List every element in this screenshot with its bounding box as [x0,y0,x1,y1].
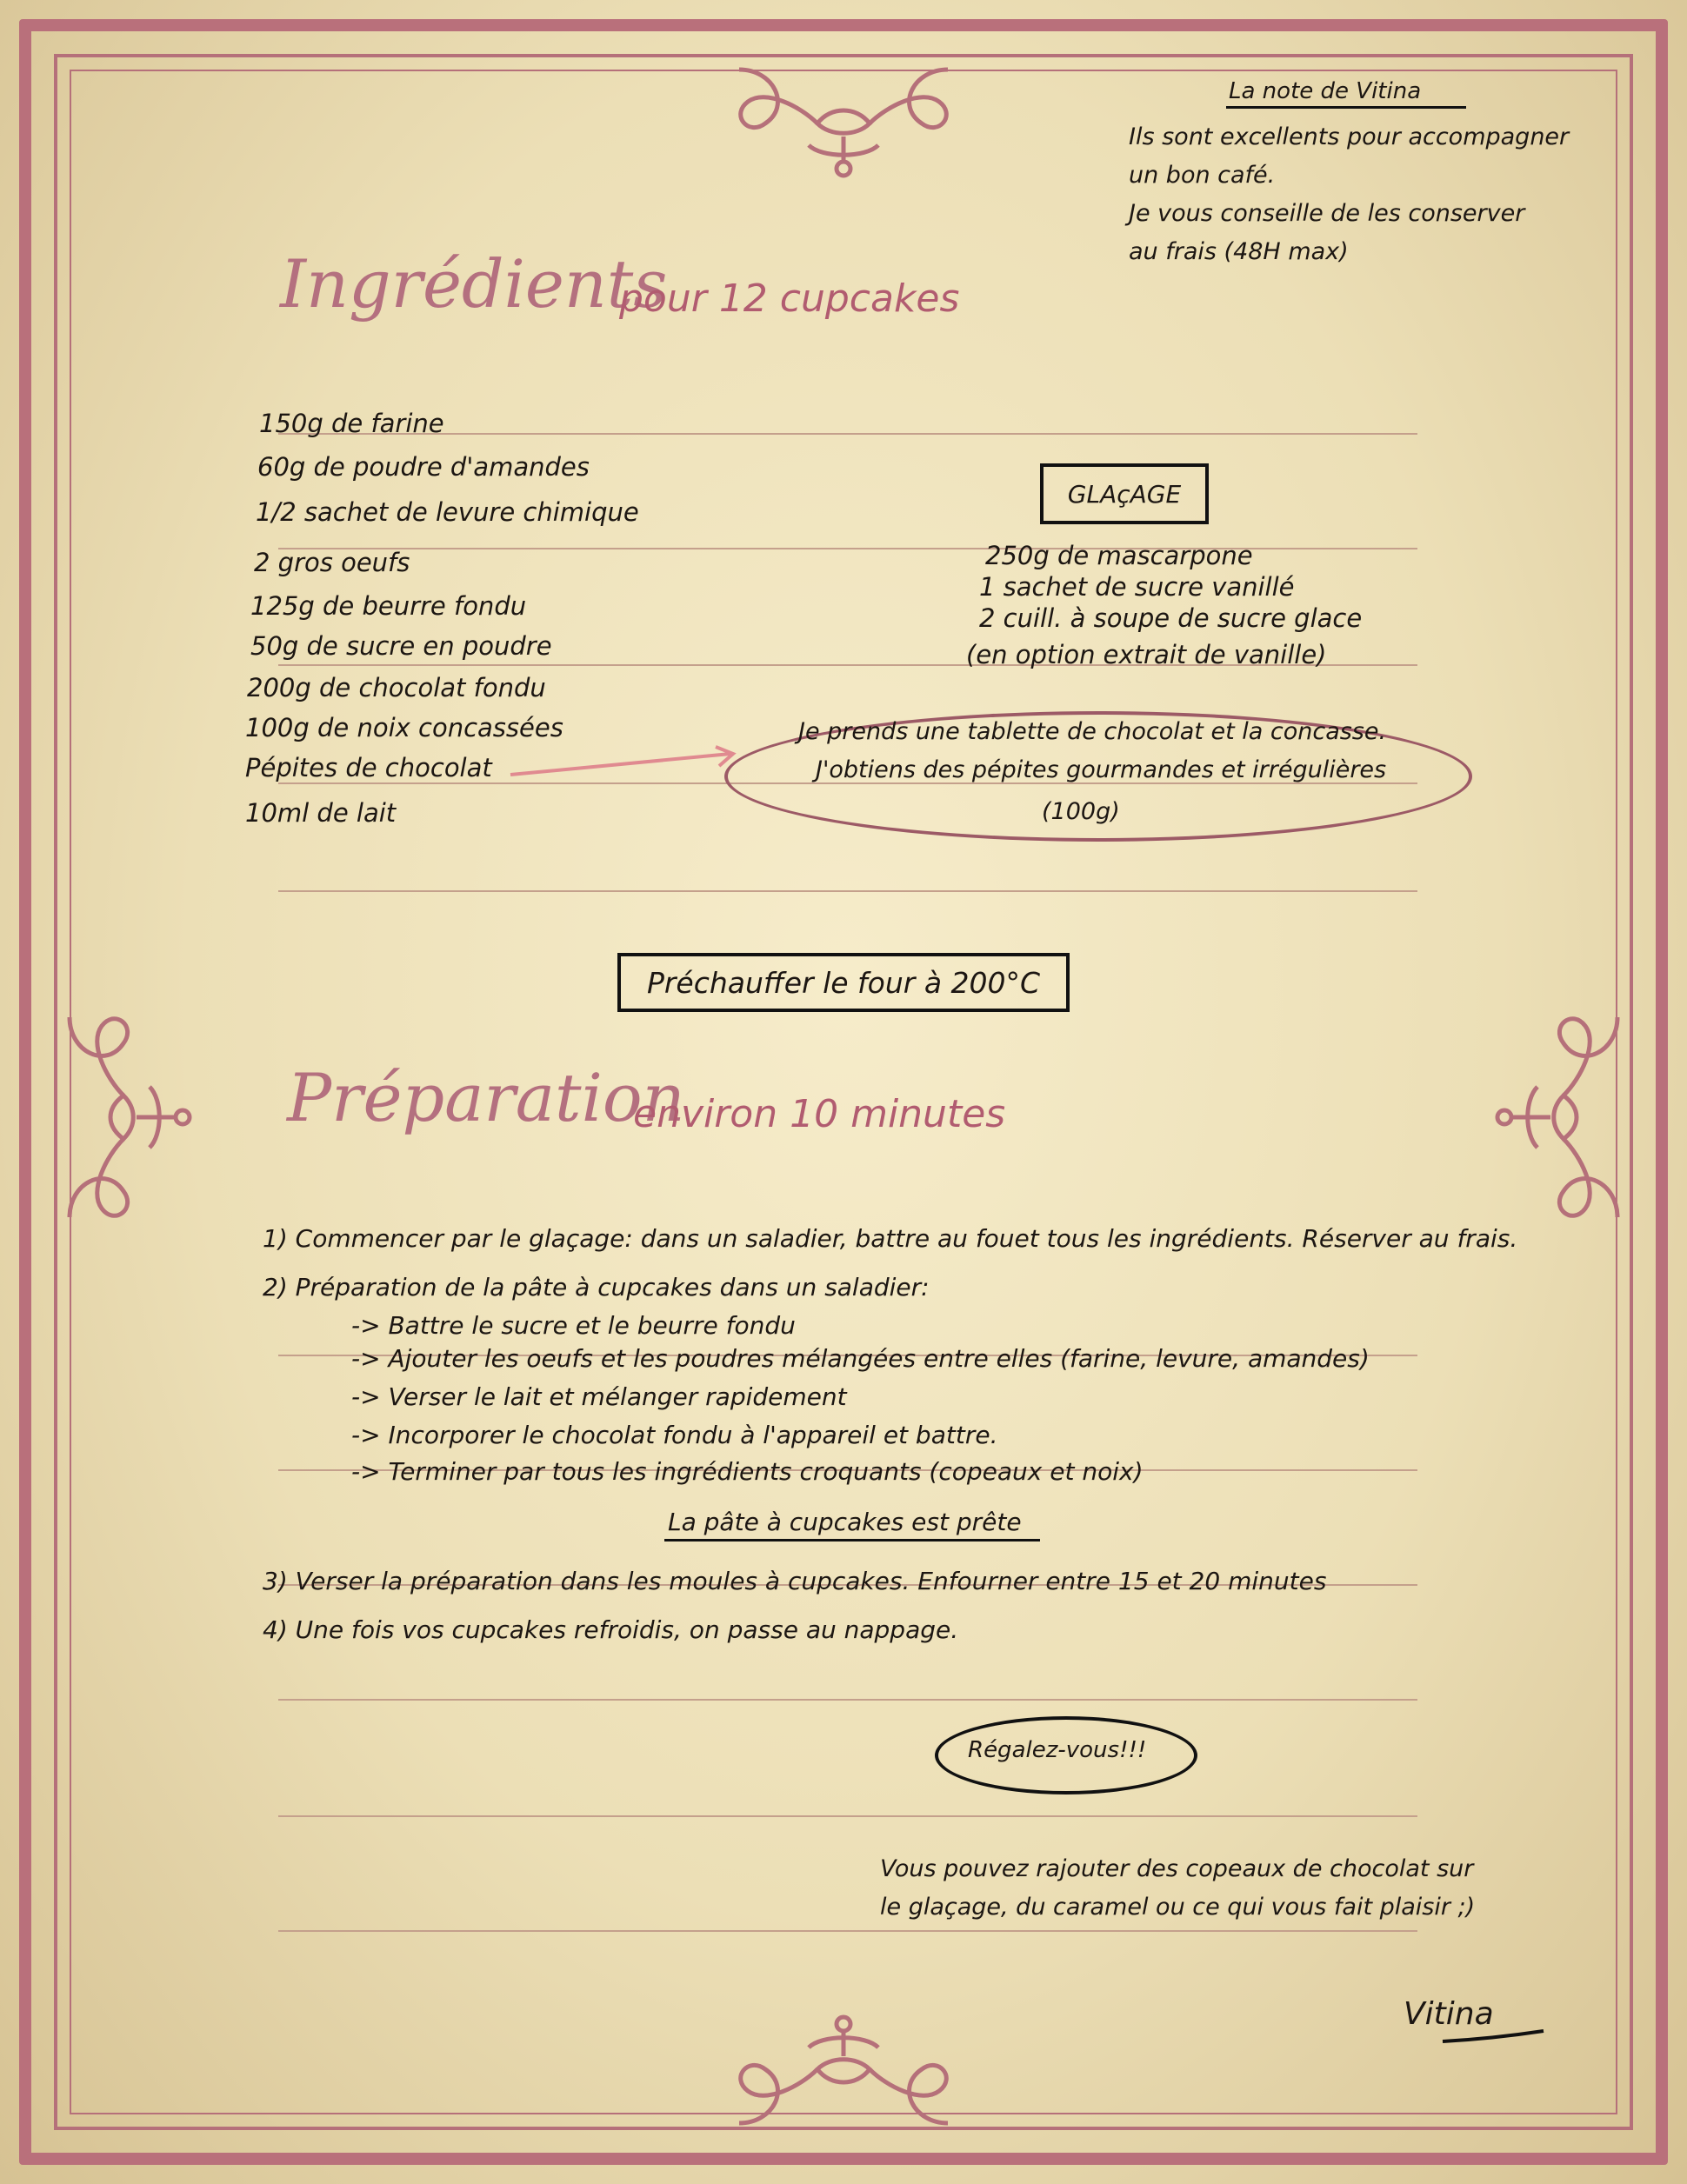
preparation-subheading: environ 10 minutes [633,1092,1006,1136]
ingredient-item: 10ml de lait [245,798,397,828]
note-title: La note de Vitina [1229,78,1422,104]
glacage-item: 1 sachet de sucre vanillé [979,572,1295,602]
note-line: Je vous conseille de les conserver [1129,200,1525,227]
ingredients-heading: Ingrédients [280,245,668,323]
glacage-label-box [1040,463,1209,524]
pepites-note-line: J'obtiens des pépites gourmandes et irrégulières [816,756,1387,783]
substep: -> Terminer par tous les ingrédients croquants (copeaux et noix) [351,1457,1144,1486]
ruled-line [278,1815,1417,1817]
glacage-label: GLAçAGE [1067,479,1182,509]
substep: -> Incorporer le chocolat fondu à l'appareil et battre. [351,1421,998,1449]
right-ornament [1485,1000,1633,1235]
signature-underline [1439,2026,1548,2047]
step-4: 4) Une fois vos cupcakes refroidis, on passe au nappage. [263,1615,959,1644]
oven-box [617,953,1070,1012]
note-line: un bon café. [1129,162,1276,189]
ingredient-item: 60g de poudre d'amandes [257,452,590,482]
substep: -> Ajouter les oeufs et les poudres mélangées entre elles (farine, levure, amandes) [351,1344,1370,1373]
ingredient-item: 150g de farine [259,409,444,438]
ready-text: La pâte à cupcakes est prête [668,1508,1022,1536]
ruled-line [278,890,1417,892]
ingredient-item: 100g de noix concassées [245,713,563,742]
pepites-note-line: Je prends une tablette de chocolat et la concasse. [798,718,1387,745]
tip-line: Vous pouvez rajouter des copeaux de chocolat sur [880,1855,1474,1882]
glacage-item: 2 cuill. à soupe de sucre glace [979,603,1363,633]
glacage-item: (en option extrait de vanille) [966,640,1327,669]
ruled-line [278,1930,1417,1932]
ingredient-item: 2 gros oeufs [254,548,410,577]
signature: Vitina [1404,1996,1494,2032]
substep: -> Battre le sucre et le beurre fondu [351,1311,796,1340]
arrow [509,743,743,787]
note-title-underline [1226,106,1466,109]
regalez-text: Régalez-vous!!! [968,1737,1147,1763]
ready-underline [664,1539,1040,1541]
bottom-ornament [722,2008,965,2139]
step-2: 2) Préparation de la pâte à cupcakes dans un saladier: [263,1273,930,1302]
top-ornament [722,54,965,184]
note-line: au frais (48H max) [1129,238,1349,265]
oven-label: Préchauffer le four à 200°C [646,965,1041,1000]
tip-line: le glaçage, du caramel ou ce qui vous fait plaisir ;) [880,1894,1476,1921]
left-ornament [54,1000,202,1235]
ingredient-item: Pépites de chocolat [245,753,492,782]
pepites-note-line: (100g) [1042,798,1120,825]
ingredient-item: 200g de chocolat fondu [247,673,546,702]
ingredient-item: 1/2 sachet de levure chimique [256,497,639,527]
note-line: Ils sont excellents pour accompagner [1129,123,1570,150]
substep: -> Verser le lait et mélanger rapidement [351,1382,847,1411]
glacage-item: 250g de mascarpone [985,541,1253,570]
ingredient-item: 50g de sucre en poudre [250,631,552,661]
preparation-heading: Préparation [287,1059,685,1136]
step-3: 3) Verser la préparation dans les moules à cupcakes. Enfourner entre 15 et 20 minutes [263,1567,1327,1595]
ingredient-item: 125g de beurre fondu [250,591,527,621]
step-1: 1) Commencer par le glaçage: dans un saladier, battre au fouet tous les ingrédients. Réserver au frais. [263,1224,1518,1253]
ruled-line [278,1699,1417,1701]
ingredients-subheading: pour 12 cupcakes [619,276,960,321]
ruled-line [278,433,1417,435]
